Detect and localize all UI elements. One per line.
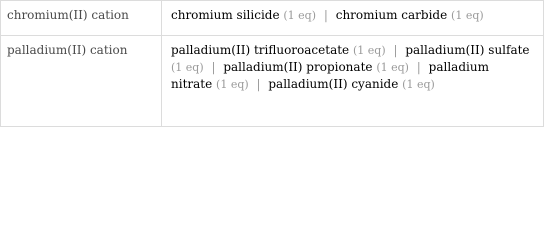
separator: | bbox=[393, 43, 398, 57]
equivalent-count: (1 eq) bbox=[451, 9, 484, 22]
equivalent-count: (1 eq) bbox=[376, 61, 409, 74]
equivalent-count: (1 eq) bbox=[283, 9, 317, 22]
compound-name: palladium(II) cyanide bbox=[268, 77, 399, 91]
table-row bbox=[1, 1, 544, 36]
equivalent-count: (1 eq) bbox=[216, 78, 249, 91]
compound-name: chromium silicide bbox=[171, 8, 280, 22]
compound-name: palladium(II) propionate bbox=[223, 60, 373, 74]
compound-item bbox=[336, 8, 484, 22]
separator: | bbox=[416, 60, 421, 74]
compound-item bbox=[268, 77, 434, 91]
compound-name: palladium nitrate bbox=[171, 60, 489, 91]
compound-name: palladium(II) sulfate bbox=[405, 43, 530, 57]
row-label: chromium(II) cation bbox=[1, 1, 162, 36]
separator: | bbox=[256, 77, 261, 91]
compound-item bbox=[223, 60, 409, 74]
separator: | bbox=[211, 60, 216, 74]
row-label: palladium(II) cation bbox=[1, 36, 162, 127]
compound-item bbox=[171, 43, 386, 57]
equivalent-count: (1 eq) bbox=[171, 61, 204, 74]
equivalent-count: (1 eq) bbox=[402, 78, 435, 91]
equivalent-count: (1 eq) bbox=[352, 44, 386, 57]
compound-name: chromium carbide bbox=[335, 8, 448, 22]
compound-name: palladium(II) trifluoroacetate bbox=[171, 43, 350, 57]
row-values bbox=[162, 1, 544, 36]
separator: | bbox=[323, 8, 328, 22]
table-row bbox=[1, 36, 544, 127]
compound-item bbox=[171, 8, 316, 22]
row-values bbox=[162, 36, 544, 127]
